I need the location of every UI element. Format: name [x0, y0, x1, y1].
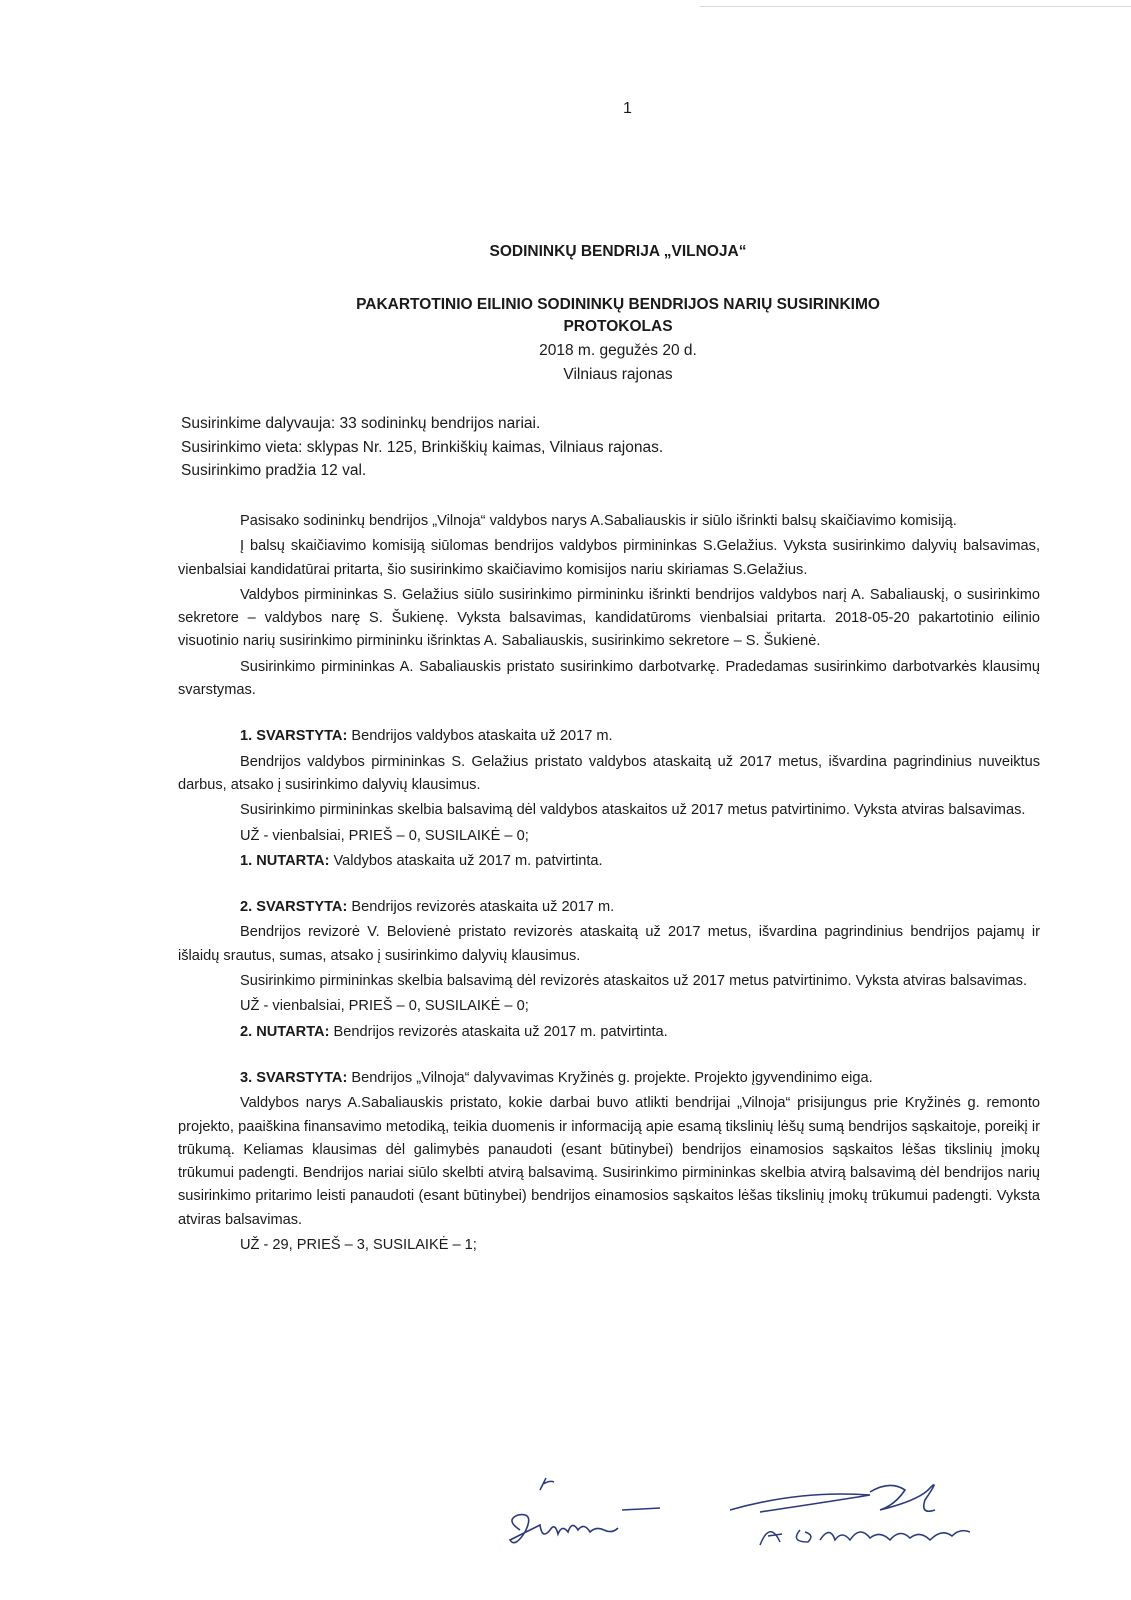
intro-paragraph: Pasisako sodininkų bendrijos „Vilnoja“ valdybos narys A.Sabaliauskis ir siūlo išrinkti balsų skaičiavimo komisiją.: [240, 513, 957, 529]
vote-result: UŽ - 29, PRIEŠ – 3, SUSILAIKĖ – 1;: [240, 1237, 477, 1254]
item-paragraph: Susirinkimo pirmininkas skelbia balsavimą dėl revizorės ataskaitos už 2017 metus patvirtinimo. Vyksta atviras balsavimas.: [240, 973, 1028, 990]
resolution-label: 1. NUTARTA:: [240, 852, 330, 869]
minutes-body: [178, 510, 1040, 1259]
agenda-item-2-heading: [178, 896, 1040, 919]
chairman-signature: [720, 1470, 1000, 1570]
item-topic: Bendrijos „Vilnoja“ dalyvavimas Kryžinės g. projekte. Projekto įgyvendinimo eiga.: [347, 1069, 873, 1086]
agenda-item-3-heading: [178, 1067, 1040, 1090]
agenda-item-1-heading: [178, 725, 1040, 748]
item-topic: Bendrijos valdybos ataskaita už 2017 m.: [347, 728, 613, 745]
item-label: 2. SVARSTYTA:: [240, 899, 348, 916]
document-title-line1: PAKARTOTINIO EILINIO SODININKŲ BENDRIJOS NARIŲ SUSIRINKIMO: [356, 296, 880, 313]
meeting-info: [181, 412, 663, 483]
item-paragraph: Valdybos narys A.Sabaliauskis pristato, kokie darbai buvo atlikti bendrijai „Vilnoja“ prisijungus prie Kryžinės g. remonto projekto, paaiškina finansavimo metodiką, teikia duomenis ir informaciją apie esamą tikslinių lėšų sumą bendrijos sąskaitoje, poreikį ir trūkumą. Keliamas klausimas dėl galimybės panaudoti (esant būtinybei) bendrijos einamosios sąskaitos lėšas tikslinių įmokų trūkumui padengti. Bendrijos nariai siūlo skelbti atvirą balsavimą. Susirinkimo pirmininkas skelbia atvirą balsavimą dėl bendrijos narių susirinkimo pritarimo leisti panaudoti (esant būtinybei) bendrijos einamosios sąskaitos lėšas tikslinių įmokų trūkumui padengti. Vyksta atviras balsavimas.: [178, 1095, 1040, 1228]
item-label: 1. SVARSTYTA:: [240, 728, 348, 745]
attendance: Susirinkime dalyvauja: 33 sodininkų bendrijos nariai.: [181, 415, 541, 432]
start-time: Susirinkimo pradžia 12 val.: [181, 462, 367, 479]
document-date: 2018 m. gegužės 20 d.: [539, 342, 697, 359]
resolution-1: [178, 850, 1040, 873]
document-place: Vilniaus rajonas: [563, 366, 673, 383]
organization-name: SODININKŲ BENDRIJA „VILNOJA“: [489, 243, 747, 260]
item-topic: Bendrijos revizorės ataskaita už 2017 m.: [347, 899, 615, 916]
resolution-label: 2. NUTARTA:: [240, 1023, 330, 1040]
resolution-text: Bendrijos revizorės ataskaita už 2017 m. patvirtinta.: [329, 1023, 668, 1040]
page-number: 1: [623, 100, 632, 117]
item-label: 3. SVARSTYTA:: [240, 1069, 348, 1086]
scan-edge-line: [700, 6, 1131, 7]
vote-result: UŽ - vienbalsiai, PRIEŠ – 0, SUSILAIKĖ – 0;: [240, 998, 529, 1015]
item-paragraph: Bendrijos valdybos pirmininkas S. Gelažius pristato valdybos ataskaitą už 2017 metus, išvardina pagrindinius nuveiktus darbus, atsako į susirinkimo dalyvių klausimus.: [178, 753, 1040, 793]
item-paragraph: Bendrijos revizorė V. Belovienė pristato revizorės ataskaitą už 2017 metus, išvardina pagrindinius bendrijos pajamų ir išlaidų srautus, sumas, atsako į susirinkimo dalyvių klausimus.: [178, 924, 1040, 964]
item-paragraph: Susirinkimo pirmininkas skelbia balsavimą dėl valdybos ataskaitos už 2017 metus patvirtinimo. Vyksta atviras balsavimas.: [240, 802, 1026, 819]
venue: Susirinkimo vieta: sklypas Nr. 125, Brinkiškių kaimas, Vilniaus rajonas.: [181, 438, 664, 456]
vote-result: UŽ - vienbalsiai, PRIEŠ – 0, SUSILAIKĖ – 0;: [240, 827, 529, 844]
intro-paragraph: Susirinkimo pirmininkas A. Sabaliauskis pristato susirinkimo darbotvarkę. Pradedamas susirinkimo darbotvarkės klausimų svarstymas.: [178, 658, 1040, 699]
intro-paragraph: Valdybos pirmininkas S. Gelažius siūlo susirinkimo pirmininku išrinkti bendrijos valdybos narį A. Sabaliauskį, o susirinkimo sekretore – valdybos narę S. Šukienę. Vyksta balsavimas, kandidatūroms vienbalsiai pritarta. 2018-05-20 pakartotinio eilinio visuotinio narių susirinkimo pirmininku išrinktas A. Sabaliauskis, susirinkimo sekretore – S. Šukienė.: [178, 586, 1040, 650]
resolution-text: Valdybos ataskaita už 2017 m. patvirtinta.: [329, 852, 603, 869]
secretary-signature: [500, 1470, 680, 1570]
resolution-2: [178, 1021, 1040, 1044]
intro-paragraph: Į balsų skaičiavimo komisiją siūlomas bendrijos valdybos pirmininkas S.Gelažius. Vyksta susirinkimo dalyvių balsavimas, vienbalsiai kandidatūrai pritarta, šio susirinkimo skaičiavimo komisijos nariu skiriamas S.Gelažius.: [178, 538, 1040, 578]
document-title-line2: PROTOKOLAS: [563, 318, 673, 335]
